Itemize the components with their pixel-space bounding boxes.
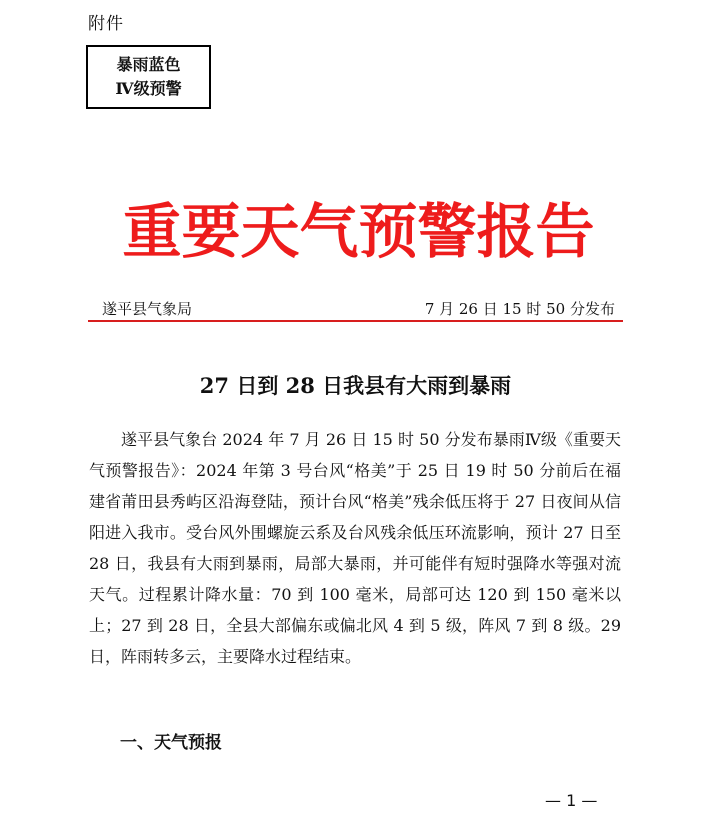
issuer-organization: 遂平县气象局 [102, 300, 193, 318]
document-title: 27 日到 28 日我县有大雨到暴雨 [199, 373, 512, 398]
red-divider-line [88, 320, 623, 322]
page-number: — 1 — [545, 791, 598, 810]
report-main-title: 重要天气预警报告 [122, 197, 595, 266]
body-paragraph: 遂平县气象台 2024 年 7 月 26 日 15 时 50 分发布暴雨Ⅳ级《重要天气预警报告》：2024 年第 3 号台风“格美”于 25 日 19 时 50 分前后在福建省莆田县秀屿区沿海登陆，预计台风“格美”残余低压将于 27 日夜间从信阳进入我市。受台风外围螺旋云系及台风残余低压环流影响，预计 27 日至 28 日，我县有大雨到暴雨，局部大暴雨，并可能伴有短时强降水等强对流天气。过程累计降水量：70 到 100 毫米，局部可达 120 到 150 毫米以上；27 到 28 日，全县大部偏东或偏北风 4 到 5 级，阵风 7 到 8 级。29 日，阵雨转多云，主要降水过程结束。 [89, 430, 621, 666]
warning-level-line-2: Ⅳ级预警 [115, 79, 182, 98]
warning-level-line-1: 暴雨蓝色 [116, 55, 181, 74]
issue-time: 7 月 26 日 15 时 50 分发布 [424, 300, 615, 318]
warning-level-box [86, 45, 211, 109]
section-heading-weather-forecast: 一、天气预报 [120, 733, 222, 753]
attachment-label: 附件 [88, 14, 124, 34]
issuer-row [88, 298, 623, 322]
